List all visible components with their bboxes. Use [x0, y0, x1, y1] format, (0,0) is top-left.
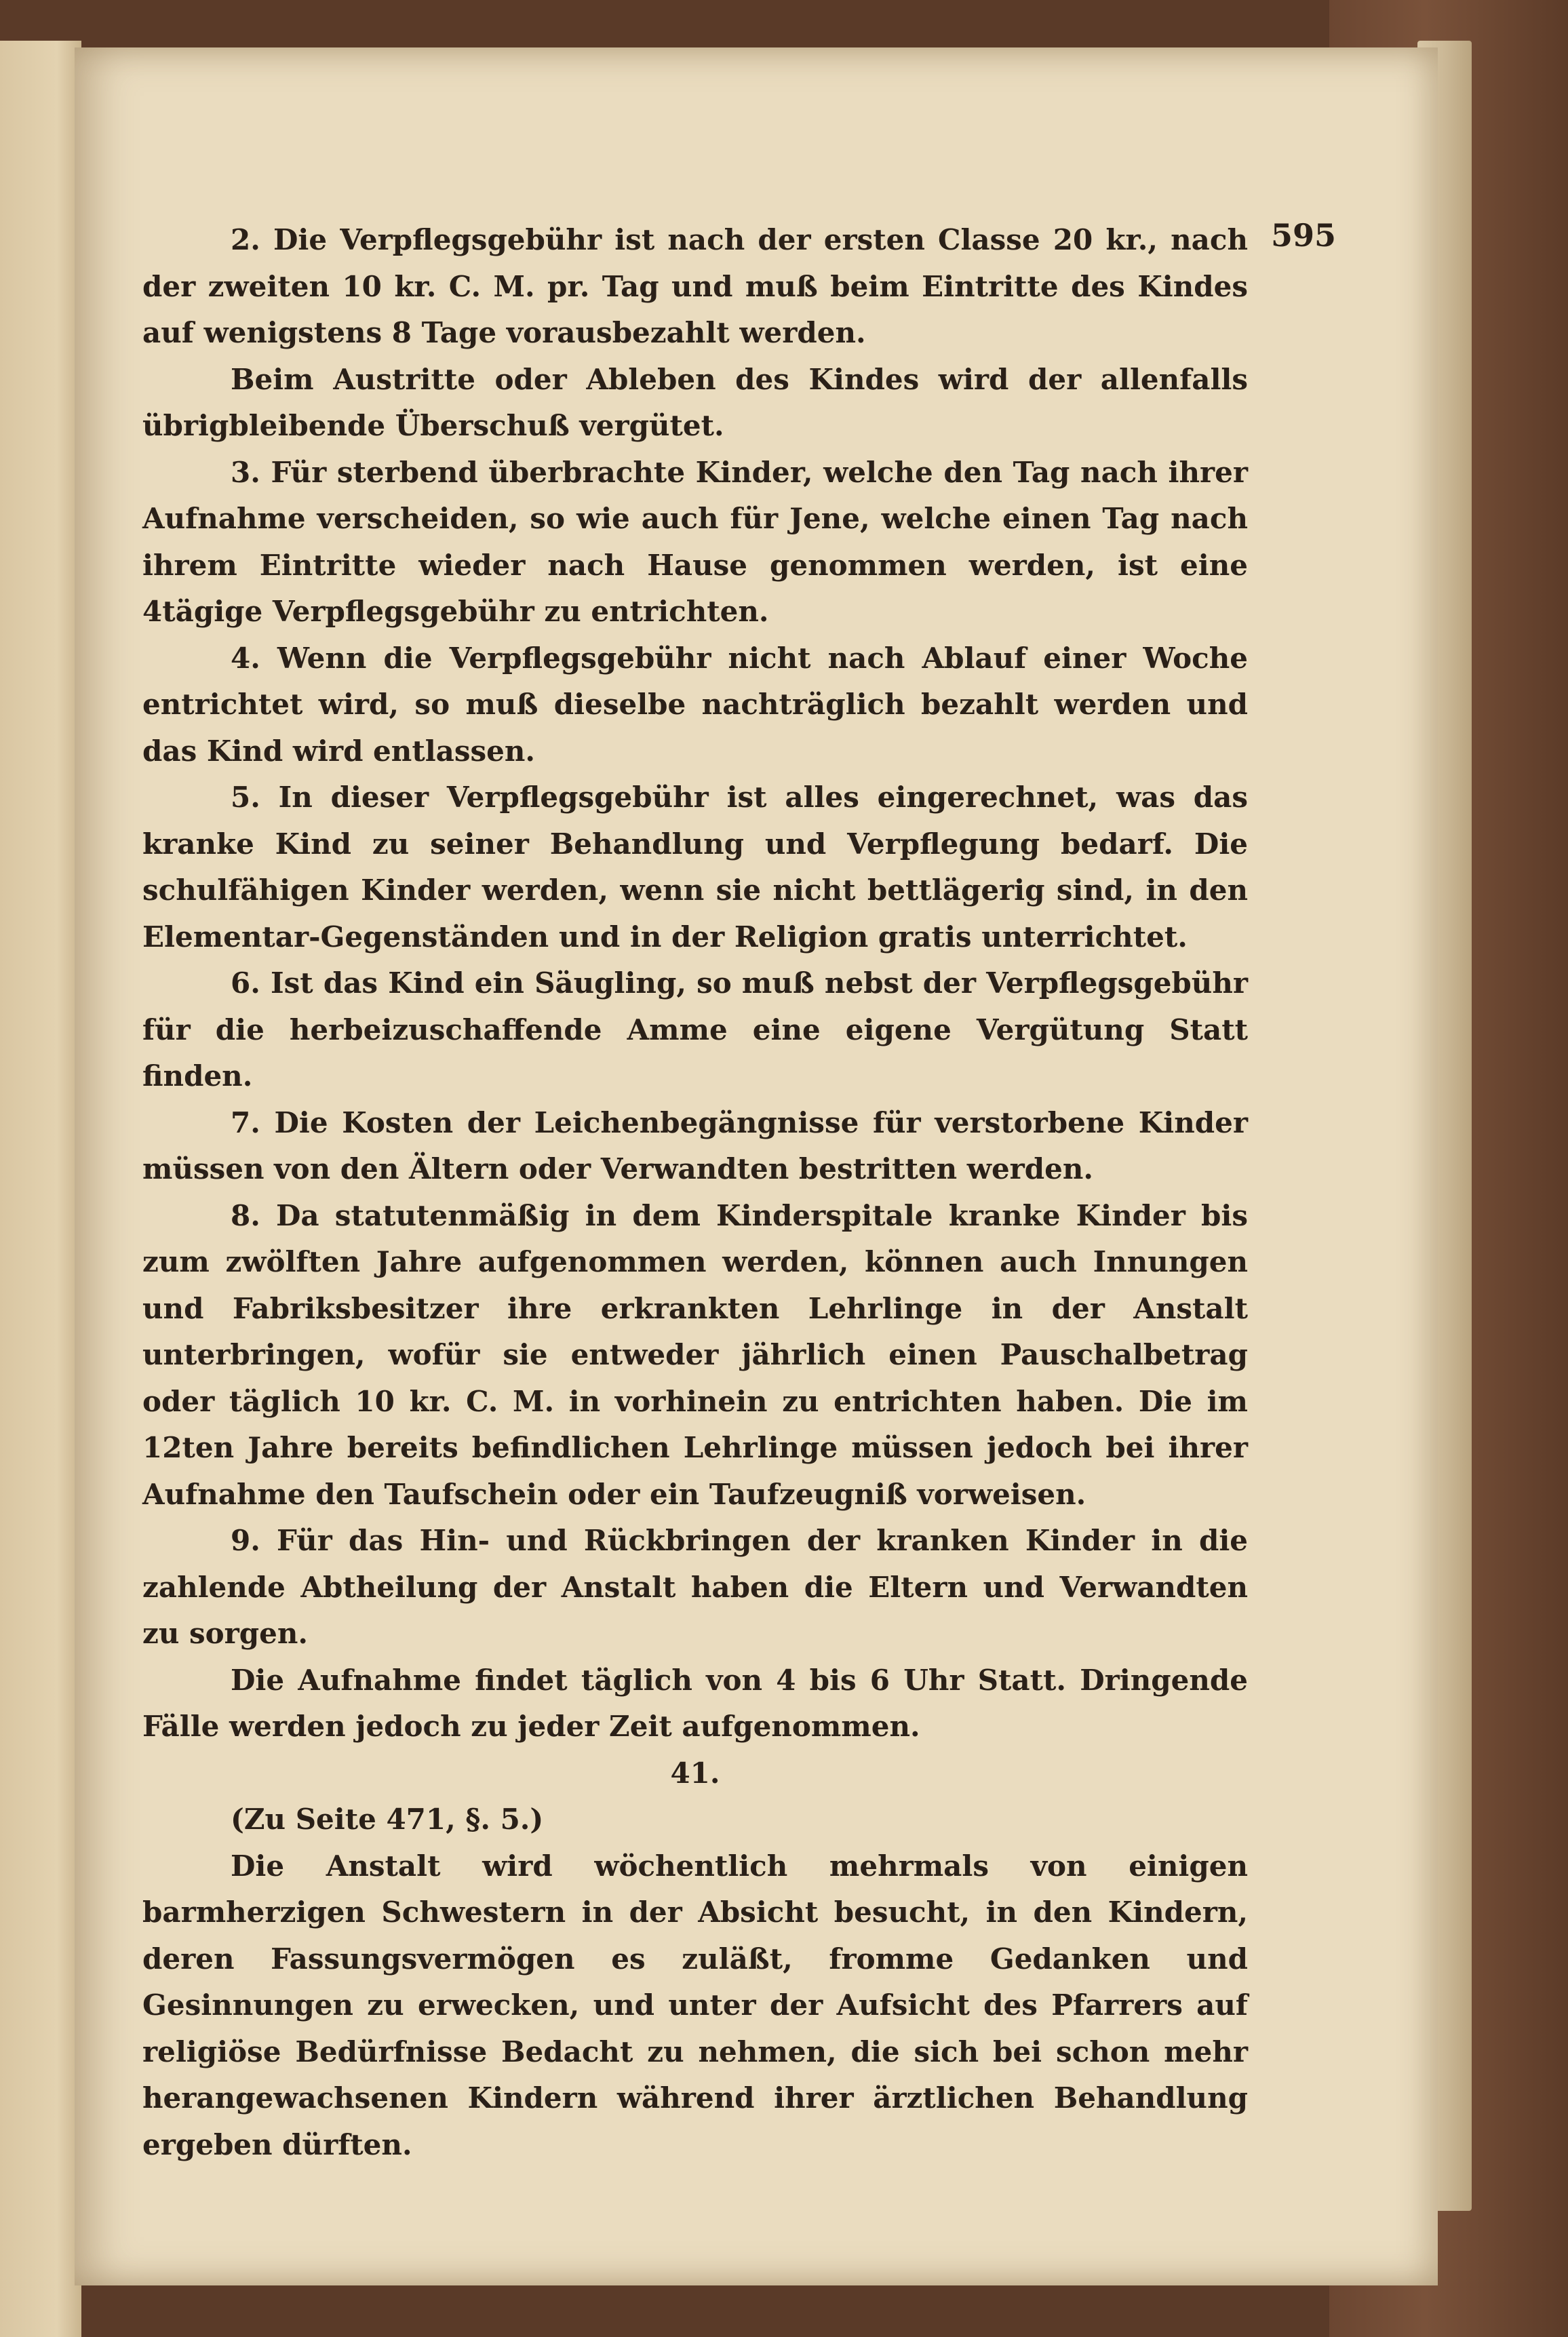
section-number: 41.: [670, 1756, 720, 1790]
paragraph-3: 3. Für sterbend überbrachte Kinder, welche den Tag nach ihrer Aufnahme verscheiden, so wie auch für Jene, welche einen Tag nach ihrem Eintritte wieder nach Hause genommen werden, ist eine 4tägige Verpflegsgebühr zu entrichten.: [142, 455, 1248, 628]
paragraph-8: 8. Da statutenmäßig in dem Kinderspitale kranke Kinder bis zum zwölften Jahre aufgenommen werden, können auch Innungen und Fabriksbesitzer ihre erkrankten Lehrlinge in der Anstalt unterbringen, wofür sie entweder jährlich einen Pauschalbetrag oder täglich 10 kr. C. M. in vorhinein zu entrichten haben. Die im 12ten Jahre bereits befindlichen Lehrlinge müssen jedoch bei ihrer Aufnahme den Taufschein oder ein Taufzeugniß vorweisen.: [142, 1198, 1248, 1511]
paragraph-admission: Die Aufnahme findet täglich von 4 bis 6 Uhr Statt. Dringende Fälle werden jedoch zu jeder Zeit aufgenommen.: [142, 1663, 1248, 1743]
left-page-edge: [0, 41, 81, 2337]
paragraph-5: 5. In dieser Verpflegsgebühr ist alles eingerechnet, was das kranke Kind zu seiner Behandlung und Verpflegung bedarf. Die schulfähigen Kinder werden, wenn sie nicht bettlägerig sind, in den Elementar-Gegenständen und in der Religion gratis unterrichtet.: [142, 781, 1248, 954]
paragraph-2: 2. Die Verpflegsgebühr ist nach der ersten Classe 20 kr., nach der zweiten 10 kr. C. M. pr. Tag und muß beim Eintritte des Kindes auf wenigstens 8 Tage vorausbezahlt werden.: [142, 223, 1248, 349]
section-reference: (Zu Seite 471, §. 5.): [231, 1803, 544, 1836]
paragraph-2-continued: Beim Austritte oder Ableben des Kindes wird der allenfalls übrigbleibende Überschuß vergütet.: [142, 362, 1248, 442]
paragraph-4: 4. Wenn die Verpflegsgebühr nicht nach Ablauf einer Woche entrichtet wird, so muß dieselbe nachträglich bezahlt werden und das Kind wird entlassen.: [142, 641, 1248, 768]
page-number: 595: [1270, 217, 1336, 254]
paragraph-6: 6. Ist das Kind ein Säugling, so muß nebst der Verpflegsgebühr für die herbeizuschaffende Amme eine eigene Vergütung Statt finden.: [142, 966, 1248, 1093]
closing-paragraph: Die Anstalt wird wöchentlich mehrmals von einigen barmherzigen Schwestern in der Absicht besucht, in den Kindern, deren Fassungsvermögen es zuläßt, fromme Gedanken und Gesinnungen zu erwecken, und unter der Aufsicht des Pfarrers auf religiöse Bedürfnisse Bedacht zu nehmen, die sich bei schon mehr herangewachsenen Kindern während ihrer ärztlichen Behandlung ergeben dürften.: [142, 1849, 1248, 2161]
page-text: [142, 217, 1248, 2168]
paragraph-7: 7. Die Kosten der Leichenbegängnisse für verstorbene Kinder müssen von den Ältern oder Verwandten bestritten werden.: [142, 1105, 1248, 1185]
paragraph-9: 9. Für das Hin- und Rückbringen der kranken Kinder in die zahlende Abtheilung der Anstalt haben die Eltern und Verwandten zu sorgen.: [142, 1524, 1248, 1650]
